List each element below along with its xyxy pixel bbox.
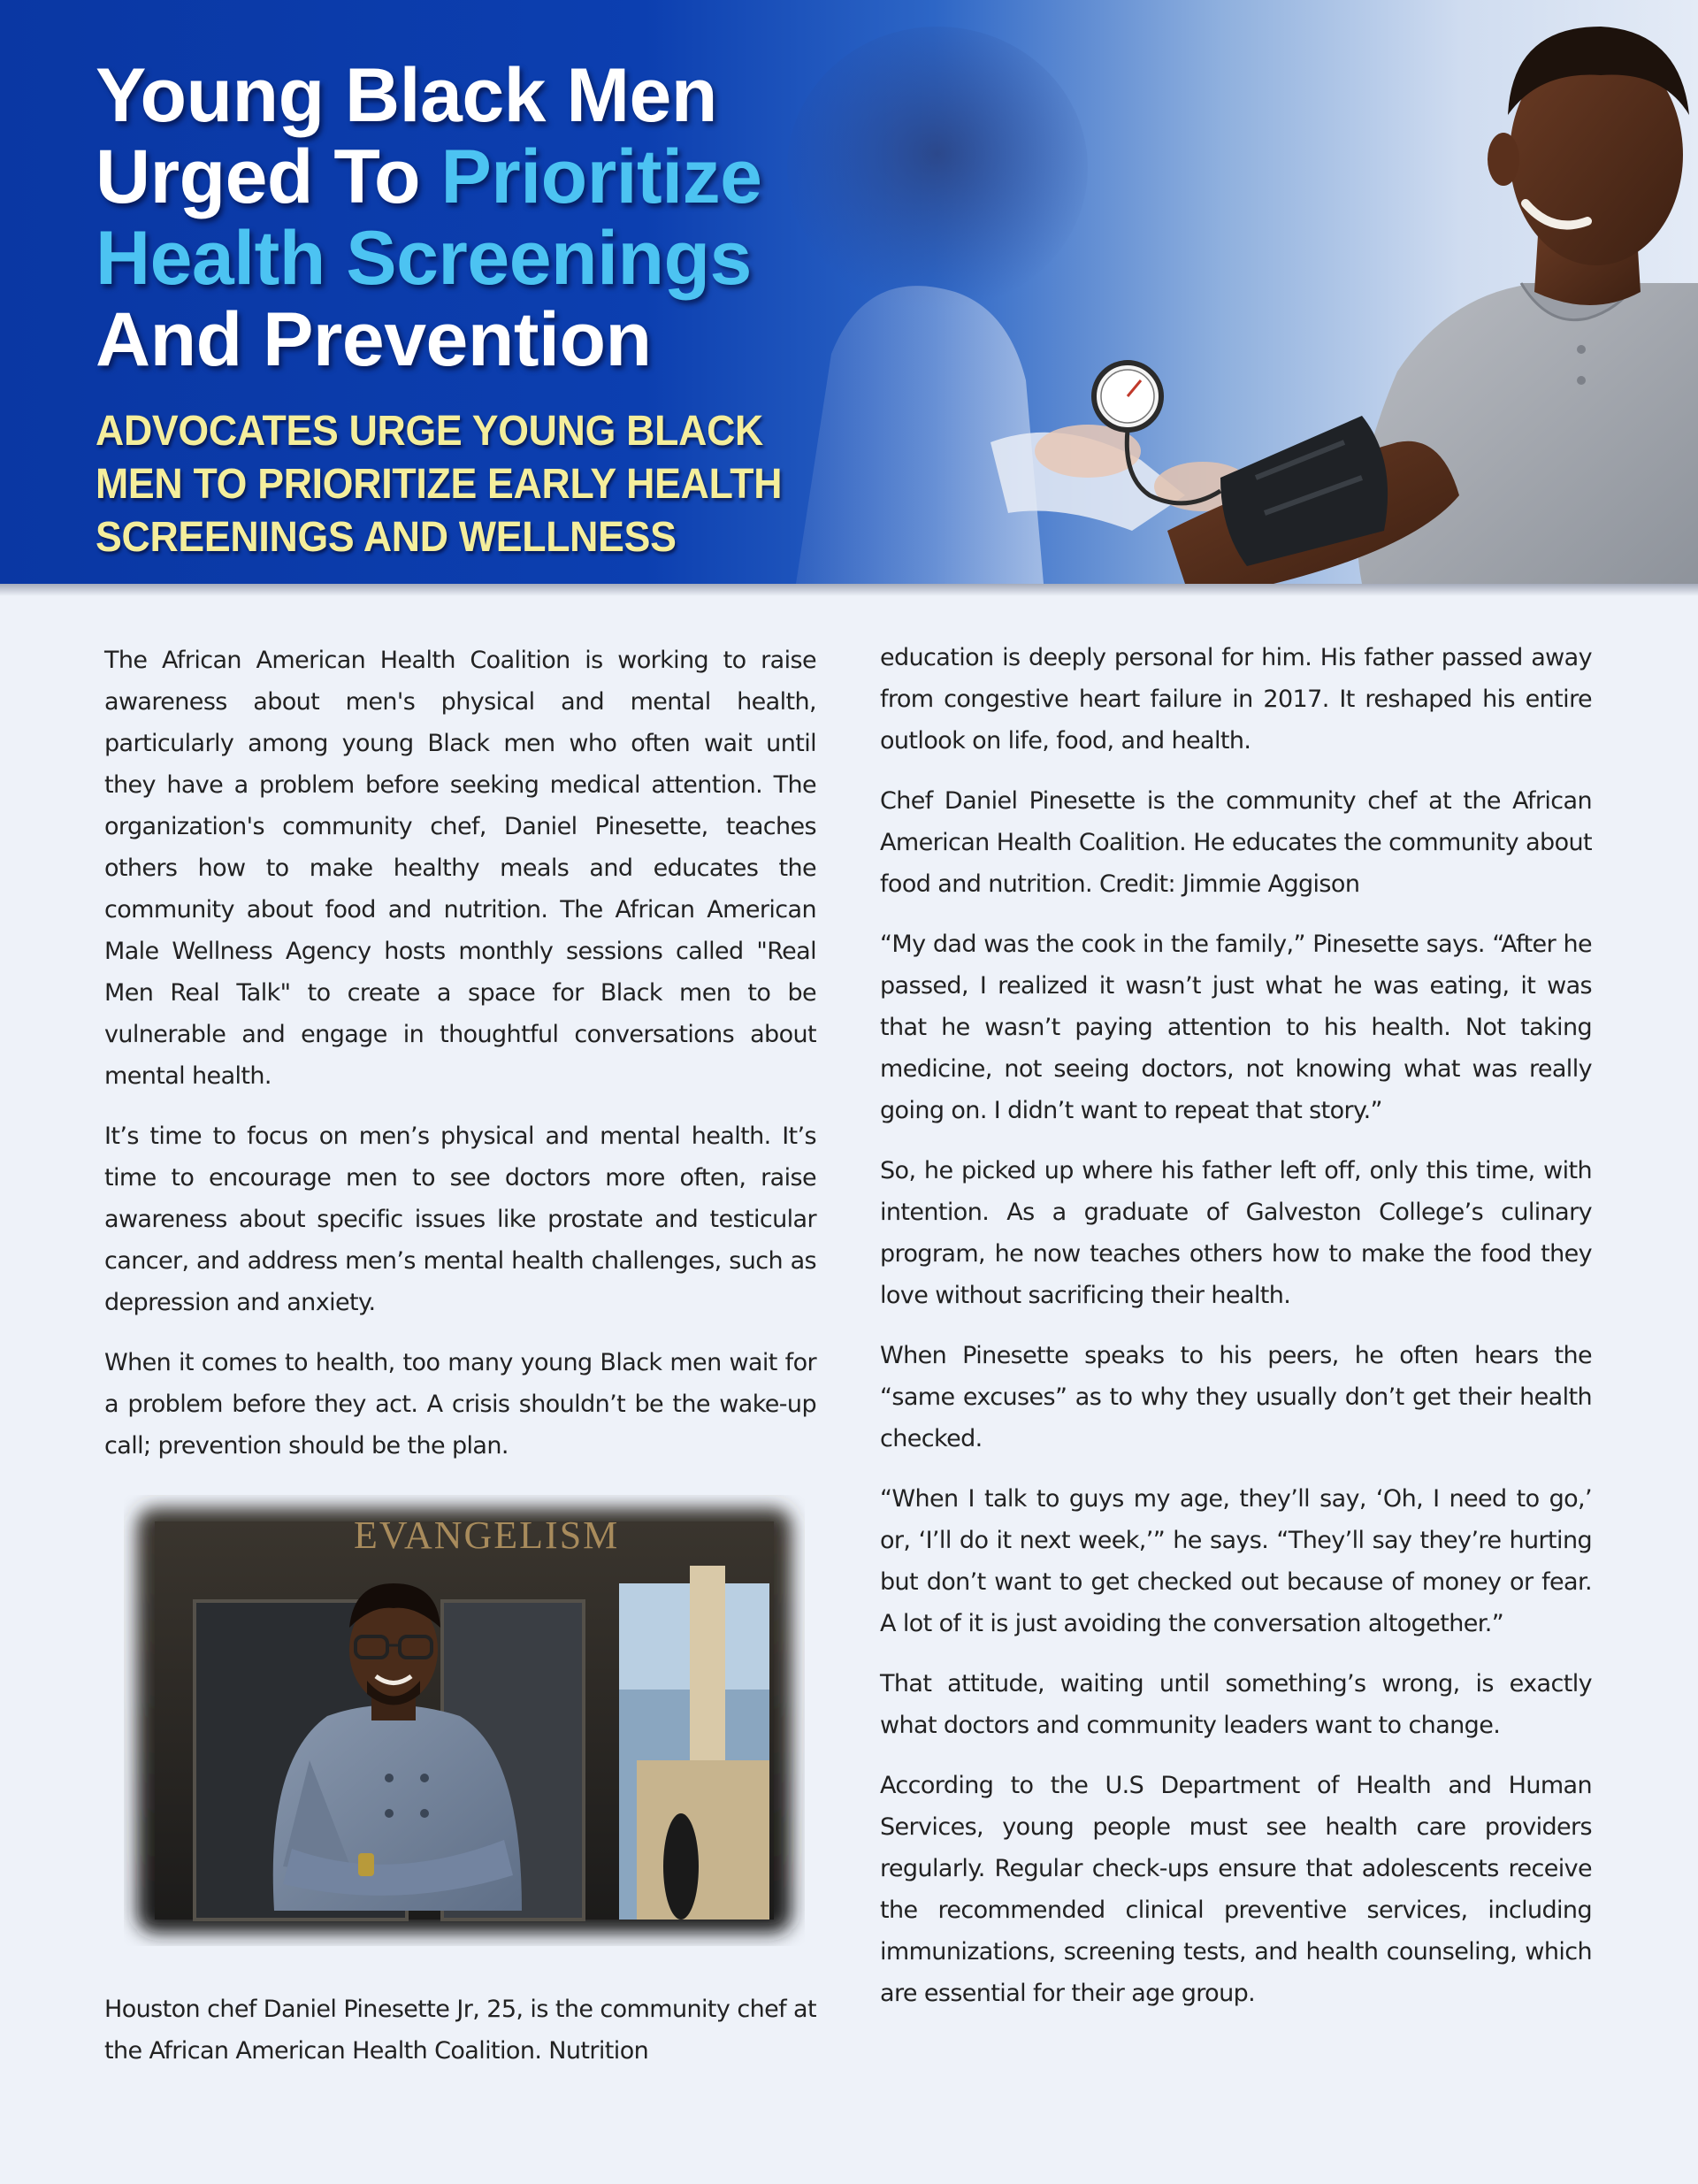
paragraph: That attitude, waiting until something’s wrong, is exactly what doctors and community leaders want to change. [880, 1670, 1592, 1739]
paragraph: “When I talk to guys my age, they’ll say, ‘Oh, I need to go,’ or, ‘I’ll do it next week,’” he says. “They’ll say they’re hurting but don’t want to get checked out because of money or fear. A lot of it is just avoiding the conversation altogether.” [880, 1485, 1592, 1637]
paragraph: Houston chef Daniel Pinesette Jr, 25, is the community chef at the African American Health Coalition. Nutrition [104, 1996, 816, 2065]
evangelism-sign: EVANGELISM [354, 1513, 620, 1557]
subhead-line-3: SCREENINGS AND WELLNESS [96, 514, 677, 561]
paragraph: The African American Health Coalition is working to raise awareness about men's physical and mental health, particularly among young Black men who often wait until they have a problem before seeking medical attention. The organization's community chef, Daniel Pinesette, teaches others how to make healthy meals and educates the community about food and nutrition. The African American Male Wellness Agency hosts monthly sessions called "Real Men Real Talk" to create a space for Black men to be vulnerable and engage in thoughtful conversations about mental health. [104, 647, 816, 1090]
paragraph: When Pinesette speaks to his peers, he often hears the “same excuses” as to why they usually don’t get their health checked. [880, 1342, 1592, 1452]
subhead-line-2: MEN TO PRIORITIZE EARLY HEALTH [96, 461, 783, 508]
paragraph: Chef Daniel Pinesette is the community chef at the African American Health Coalition. He educates the community about food and nutrition. Credit: Jimmie Aggison [880, 787, 1592, 898]
paragraph: education is deeply personal for him. His father passed away from congestive heart failure in 2017. It reshaped his entire outlook on life, food, and health. [880, 644, 1592, 755]
article-left-column [104, 640, 816, 1485]
paragraph: According to the U.S Department of Health and Human Services, young people must see health care providers regularly. Regular check-ups ensure that adolescents receive the recommended clinical preventive services, including immunizations, screening tests, and health counseling, which are essential for their age group. [880, 1772, 1592, 2007]
headline-line-3: Health Screenings [96, 216, 752, 301]
paragraph: So, he picked up where his father left off, only this time, with intention. As a graduate of Galveston College’s culinary program, he now teaches others how to make the food they love without sacrificing their health. [880, 1157, 1592, 1309]
headline-line-4: And Prevention [96, 297, 652, 382]
headline [96, 55, 891, 380]
subhead-line-1: ADVOCATES URGE YOUNG BLACK [96, 408, 763, 455]
banner-divider-shadow [0, 584, 1698, 596]
chef-photo [124, 1495, 805, 1946]
headline-line-2a: Urged To [96, 134, 441, 219]
headline-line-1: Young Black Men [96, 53, 717, 138]
paragraph: It’s time to focus on men’s physical and mental health. It’s time to encourage men to see doctors more often, raise awareness about specific issues like prostate and testicular cancer, and address men’s mental health challenges, such as depression and anxiety. [104, 1123, 816, 1316]
header-banner [0, 0, 1698, 584]
paragraph: “My dad was the cook in the family,” Pinesette says. “After he passed, I realized it wasn’t just what he was eating, it was that he wasn’t paying attention to his health. Not taking medicine, not seeing doctors, not knowing what was really going on. I didn’t want to repeat that story.” [880, 931, 1592, 1124]
photo-caption-paragraph [104, 1989, 816, 2090]
article-right-column [880, 637, 1592, 2033]
paragraph: When it comes to health, too many young Black men wait for a problem before they act. A crisis shouldn’t be the wake-up call; prevention should be the plan. [104, 1349, 816, 1460]
subheadline [96, 405, 836, 564]
headline-line-2b: Prioritize [440, 134, 762, 219]
